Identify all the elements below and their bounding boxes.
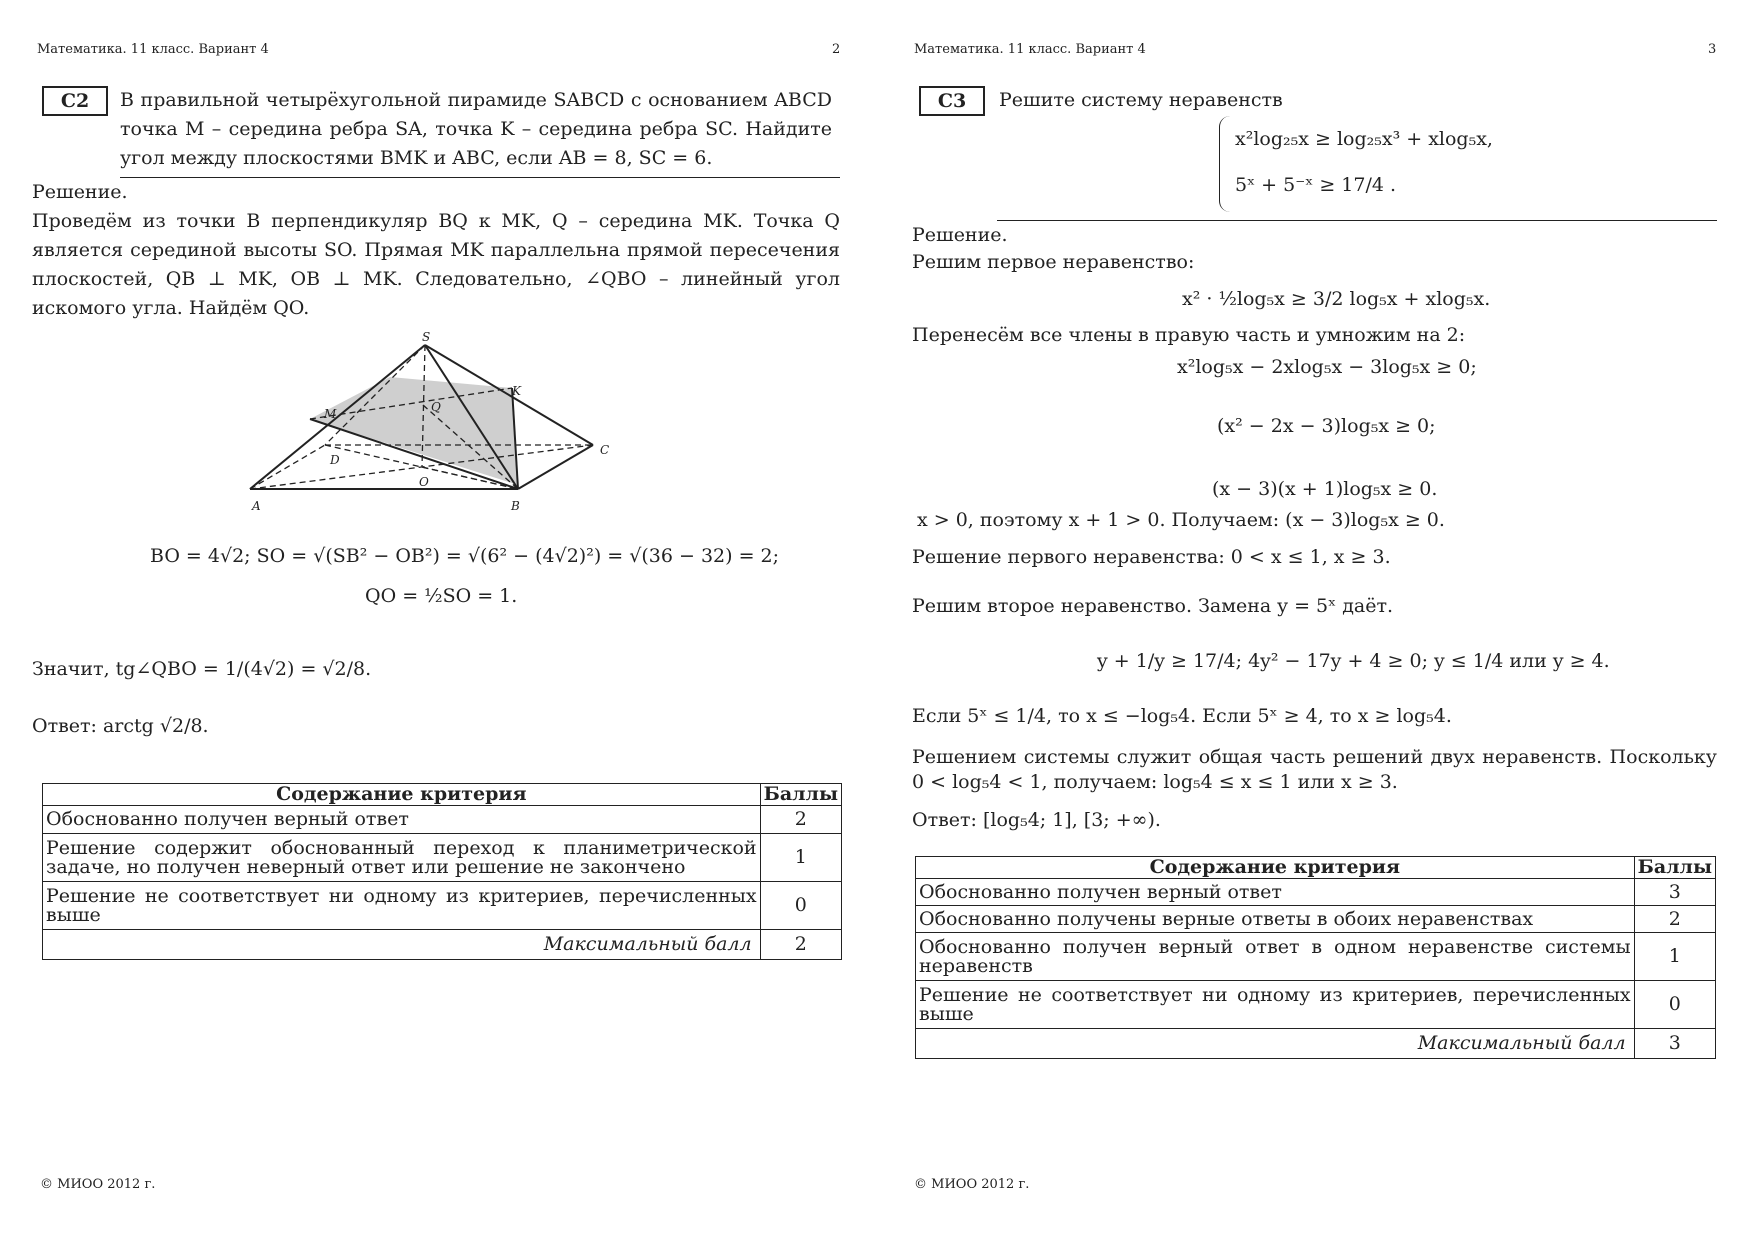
criteria-max-row [916, 1029, 1716, 1059]
solution-heading: Решение. [32, 181, 128, 203]
label-S: S [422, 330, 431, 344]
task-label: С3 [919, 86, 985, 116]
formula-qo: QO = ½SO = 1. [365, 585, 518, 607]
step-6: Если 5ˣ ≤ 1/4, то x ≤ −log₅4. Если 5ˣ ≥ 4, то x ≥ log₅4. [912, 705, 1452, 727]
criteria-max-points: 3 [1634, 1029, 1715, 1059]
label-O: O [419, 475, 429, 489]
step-2: Перенесём все члены в правую часть и умножим на 2: [912, 324, 1466, 346]
label-A: A [252, 499, 261, 513]
solution-line-3: плоскостей, QB ⊥ MK, OB ⊥ MK. Следовательно, ∠QBO – линейный угол [32, 268, 840, 290]
criteria-table [42, 783, 842, 960]
criteria-max-row [43, 930, 842, 960]
problem-text: Решите систему неравенств [999, 89, 1283, 111]
step-7b: 0 < log₅4 < 1, получаем: log₅4 ≤ x ≤ 1 или x ≥ 3. [912, 771, 1398, 793]
page-right [877, 0, 1754, 1239]
label-Q: Q [431, 400, 441, 414]
criteria-header-row [916, 857, 1716, 879]
answer: Ответ: [log₅4; 1], [3; +∞). [912, 809, 1161, 831]
criteria-header-content: Содержание критерия [43, 784, 761, 806]
table-row [916, 879, 1716, 906]
equation-1: x² · ½log₅x ≥ 3/2 log₅x + xlog₅x. [1182, 288, 1491, 310]
criteria-header-content: Содержание критерия [916, 857, 1635, 879]
solution-heading: Решение. [912, 224, 1008, 246]
page-footer: © МИОО 2012 г. [40, 1177, 156, 1192]
table-row [916, 981, 1716, 1029]
criteria-header-row [43, 784, 842, 806]
problem-line-3: угол между плоскостями BMK и ABC, если AB = 8, SC = 6. [120, 147, 713, 169]
problem-underline [120, 177, 840, 178]
label-D: D [330, 453, 340, 467]
criteria-max-points: 2 [760, 930, 841, 960]
step-5: Решим второе неравенство. Замена y = 5ˣ даёт. [912, 595, 1394, 617]
page-header: Математика. 11 класс. Вариант 4 [914, 42, 1146, 57]
equation-4: (x − 3)(x + 1)log₅x ≥ 0. [1212, 478, 1438, 500]
criteria-max-label: Максимальный балл [43, 930, 761, 960]
system-line-1: x²log₂₅x ≥ log₂₅x³ + xlog₅x, [1235, 128, 1493, 150]
table-row [916, 906, 1716, 933]
criteria-points: 1 [760, 834, 841, 882]
page-number: 2 [832, 42, 841, 57]
criteria-header-points: Баллы [760, 784, 841, 806]
label-K: K [512, 384, 521, 398]
step-7a: Решением системы служит общая часть решений двух неравенств. Поскольку [912, 746, 1717, 768]
criteria-points: 0 [760, 882, 841, 930]
table-row [43, 806, 842, 834]
criteria-points: 3 [1634, 879, 1715, 906]
step-3: x > 0, поэтому x + 1 > 0. Получаем: (x − 3)log₅x ≥ 0. [917, 509, 1445, 531]
label-M: M [324, 407, 337, 421]
task-label: С2 [42, 86, 108, 116]
conclusion: Значит, tg∠QBO = 1/(4√2) = √2/8. [32, 658, 372, 680]
criteria-text: Обоснованно получен верный ответ [43, 806, 761, 834]
criteria-max-label: Максимальный балл [916, 1029, 1635, 1059]
solution-line-4: искомого угла. Найдём QO. [32, 297, 310, 319]
problem-line-1: В правильной четырёхугольной пирамиде SABCD с основанием ABCD [120, 89, 832, 111]
step-1: Решим первое неравенство: [912, 251, 1195, 273]
criteria-text: Решение не соответствует ни одному из критериев, перечисленных выше [43, 882, 761, 930]
page-footer: © МИОО 2012 г. [914, 1177, 1030, 1192]
criteria-text: Решение содержит обоснованный переход к планиметрической задаче, но получен неверный ответ или решение не закончено [43, 834, 761, 882]
table-row [916, 933, 1716, 981]
criteria-text: Решение не соответствует ни одному из критериев, перечисленных выше [916, 981, 1635, 1029]
equation-2: x²log₅x − 2xlog₅x − 3log₅x ≥ 0; [1177, 356, 1477, 378]
criteria-points: 0 [1634, 981, 1715, 1029]
answer: Ответ: arctg √2/8. [32, 715, 209, 737]
page-header: Математика. 11 класс. Вариант 4 [37, 42, 269, 57]
formula-bo-so: BO = 4√2; SO = √(SB² − OB²) = √(6² − (4√2)²) = √(36 − 32) = 2; [150, 545, 780, 567]
equation-3: (x² − 2x − 3)log₅x ≥ 0; [1217, 415, 1436, 437]
solution-line-2: является серединой высоты SO. Прямая MK параллельна прямой пересечения [32, 239, 840, 261]
label-B: B [511, 499, 520, 513]
step-4: Решение первого неравенства: 0 < x ≤ 1, x ≥ 3. [912, 546, 1391, 568]
criteria-points: 2 [760, 806, 841, 834]
table-row [43, 834, 842, 882]
system-brace [1219, 116, 1230, 212]
equation-5: y + 1/y ≥ 17/4; 4y² − 17y + 4 ≥ 0; y ≤ 1/4 или y ≥ 4. [1097, 650, 1610, 672]
criteria-header-points: Баллы [1634, 857, 1715, 879]
criteria-points: 1 [1634, 933, 1715, 981]
criteria-text: Обоснованно получены верные ответы в обоих неравенствах [916, 906, 1635, 933]
criteria-points: 2 [1634, 906, 1715, 933]
solution-line-1: Проведём из точки B перпендикуляр BQ к MK, Q – середина MK. Точка Q [32, 210, 840, 232]
criteria-text: Обоснованно получен верный ответ [916, 879, 1635, 906]
label-C: C [600, 443, 610, 457]
pyramid-figure [240, 325, 620, 515]
problem-underline [997, 220, 1717, 221]
table-row [43, 882, 842, 930]
criteria-text: Обоснованно получен верный ответ в одном неравенстве системы неравенств [916, 933, 1635, 981]
page-number: 3 [1708, 42, 1717, 57]
problem-line-2: точка M – середина ребра SA, точка K – середина ребра SC. Найдите [120, 118, 832, 140]
system-line-2: 5ˣ + 5⁻ˣ ≥ 17/4 . [1235, 174, 1397, 196]
section-plane [310, 377, 518, 485]
criteria-table [915, 856, 1716, 1059]
